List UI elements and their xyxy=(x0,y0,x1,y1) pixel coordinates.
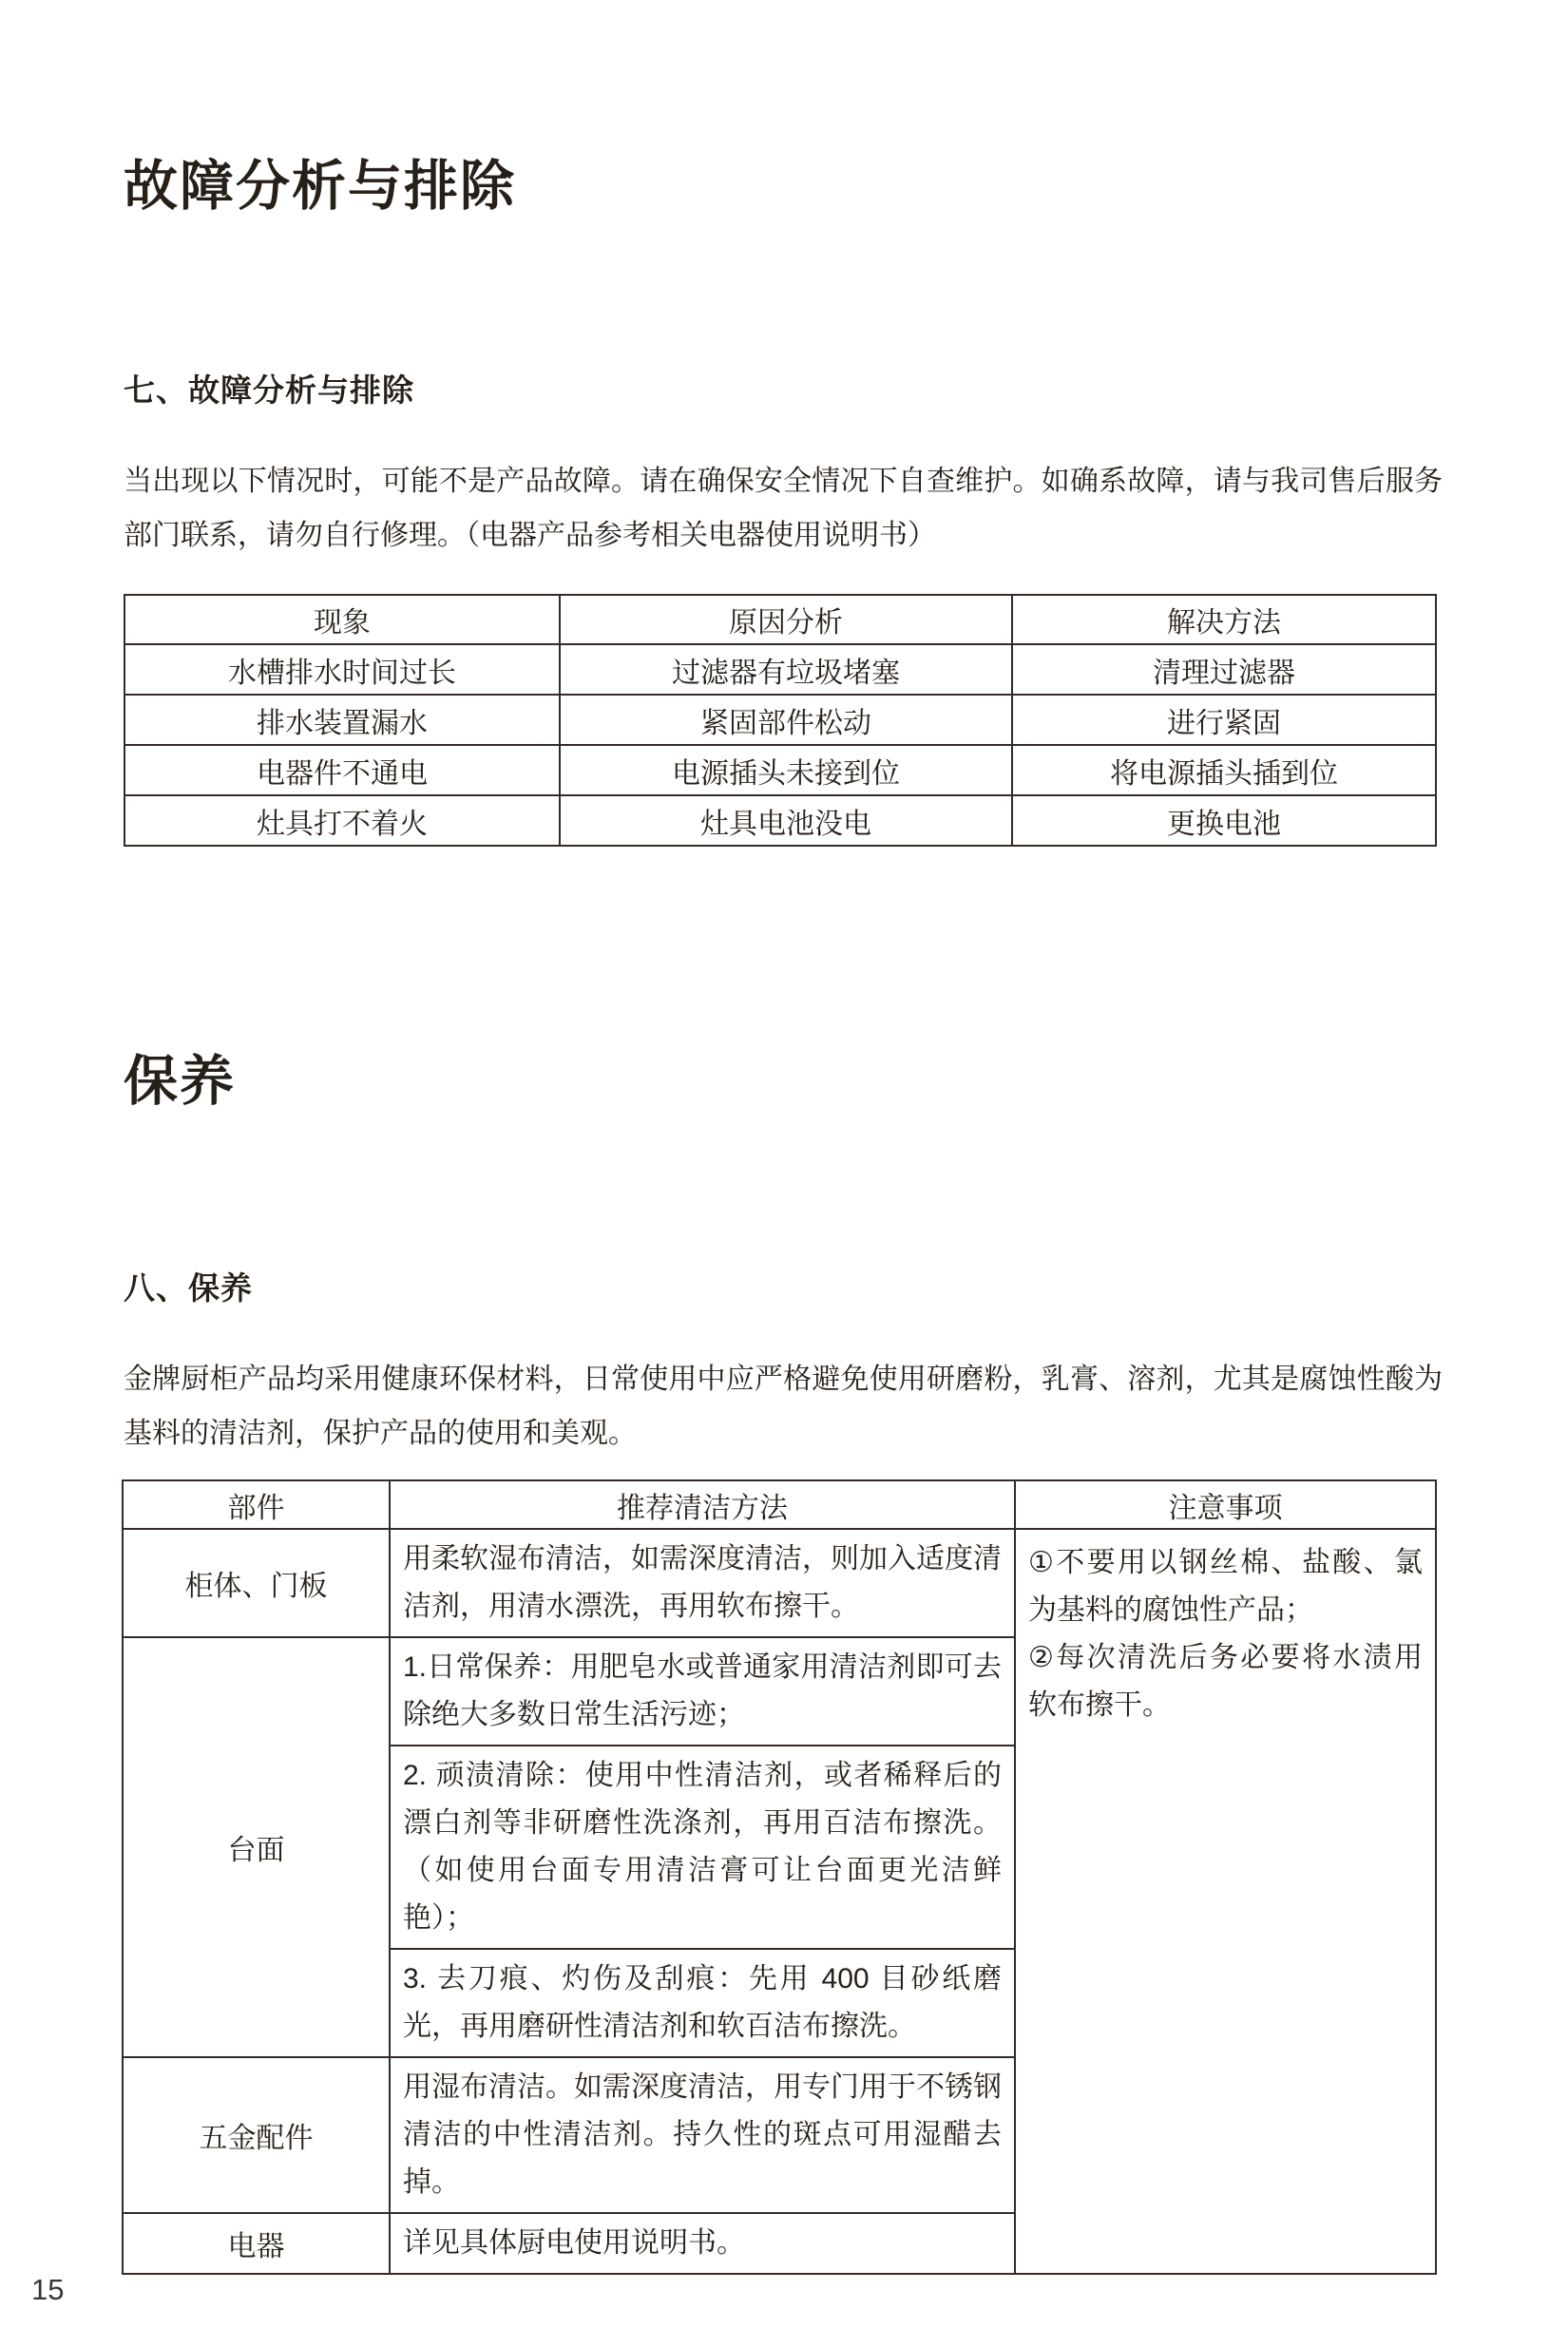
method-cell: 2. 顽渍清除：使用中性清洁剂，或者稀释后的漂白剂等非研磨性洗涤剂，再用百洁布擦洗。（如使用台面专用清洁膏可让台面更光洁鲜艳）； xyxy=(390,1746,1015,1949)
precaution-note: ②每次清洗后务必要将水渍用软布擦干。 xyxy=(1028,1642,1423,1721)
method-cell: 用湿布清洁。如需深度清洁，用专门用于不锈钢清洁的中性清洁剂。持久性的斑点可用湿醋去掉。 xyxy=(390,2057,1015,2213)
table-header-row xyxy=(123,1480,1436,1529)
table-header-row xyxy=(124,595,1436,644)
part-name-cell: 电器 xyxy=(123,2213,390,2274)
maintenance-intro-paragraph: 金牌厨柜产品均采用健康环保材料，日常使用中应严格避免使用研磨粉，乳膏、溶剂，尤其是腐蚀性酸为基料的清洁剂，保护产品的使用和美观。 xyxy=(124,1364,1443,1449)
column-header-part: 部件 xyxy=(123,1480,390,1529)
table-cell: 紧固部件松动 xyxy=(560,695,1012,745)
troubleshooting-title: 故障分析与排除 xyxy=(124,156,516,217)
table-cell: 灶具打不着火 xyxy=(124,795,560,846)
column-header-cleaning-method: 推荐清洁方法 xyxy=(390,1480,1015,1529)
maintenance-title: 保养 xyxy=(124,1051,236,1112)
part-name-cell: 五金配件 xyxy=(123,2057,390,2213)
column-header-cause: 原因分析 xyxy=(560,595,1012,644)
column-header-precautions: 注意事项 xyxy=(1015,1480,1436,1529)
table-cell: 更换电池 xyxy=(1012,795,1436,846)
part-name-cell: 柜体、门板 xyxy=(123,1529,390,1637)
table-cell: 将电源插头插到位 xyxy=(1012,745,1436,795)
column-header-solution: 解决方法 xyxy=(1012,595,1436,644)
precaution-note: ①不要用以钢丝棉、盐酸、氯为基料的腐蚀性产品； xyxy=(1028,1547,1423,1626)
table-row xyxy=(124,695,1436,745)
troubleshooting-table xyxy=(124,594,1437,847)
table-cell: 清理过滤器 xyxy=(1012,644,1436,695)
precautions-cell xyxy=(1015,1529,1436,2274)
method-cell: 详见具体厨电使用说明书。 xyxy=(390,2213,1015,2274)
table-row xyxy=(124,795,1436,846)
maintenance-table xyxy=(122,1479,1437,2275)
method-cell: 3. 去刀痕、灼伤及刮痕：先用 400 目砂纸磨光，再用磨研性清洁剂和软百洁布擦洗。 xyxy=(390,1949,1015,2057)
table-cell: 电器件不通电 xyxy=(124,745,560,795)
page-number: 15 xyxy=(31,2273,65,2306)
part-name-cell: 台面 xyxy=(123,1637,390,2057)
table-cell: 排水装置漏水 xyxy=(124,695,560,745)
column-header-phenomenon: 现象 xyxy=(124,595,560,644)
table-row xyxy=(124,644,1436,695)
table-row-cabinet xyxy=(123,1529,1436,1637)
table-cell: 过滤器有垃圾堵塞 xyxy=(560,644,1012,695)
table-cell: 水槽排水时间过长 xyxy=(124,644,560,695)
table-cell: 进行紧固 xyxy=(1012,695,1436,745)
table-cell: 电源插头未接到位 xyxy=(560,745,1012,795)
troubleshooting-section-heading: 七、故障分析与排除 xyxy=(124,372,414,408)
troubleshooting-intro-paragraph: 当出现以下情况时，可能不是产品故障。请在确保安全情况下自查维护。如确系故障，请与我司售后服务部门联系，请勿自行修理。（电器产品参考相关电器使用说明书） xyxy=(124,466,1443,551)
method-cell: 1.日常保养：用肥皂水或普通家用清洁剂即可去除绝大多数日常生活污迹； xyxy=(390,1637,1015,1746)
method-cell: 用柔软湿布清洁，如需深度清洁，则加入适度清洁剂，用清水漂洗，再用软布擦干。 xyxy=(390,1529,1015,1637)
table-row xyxy=(124,745,1436,795)
maintenance-section-heading: 八、保养 xyxy=(124,1270,253,1306)
table-cell: 灶具电池没电 xyxy=(560,795,1012,846)
